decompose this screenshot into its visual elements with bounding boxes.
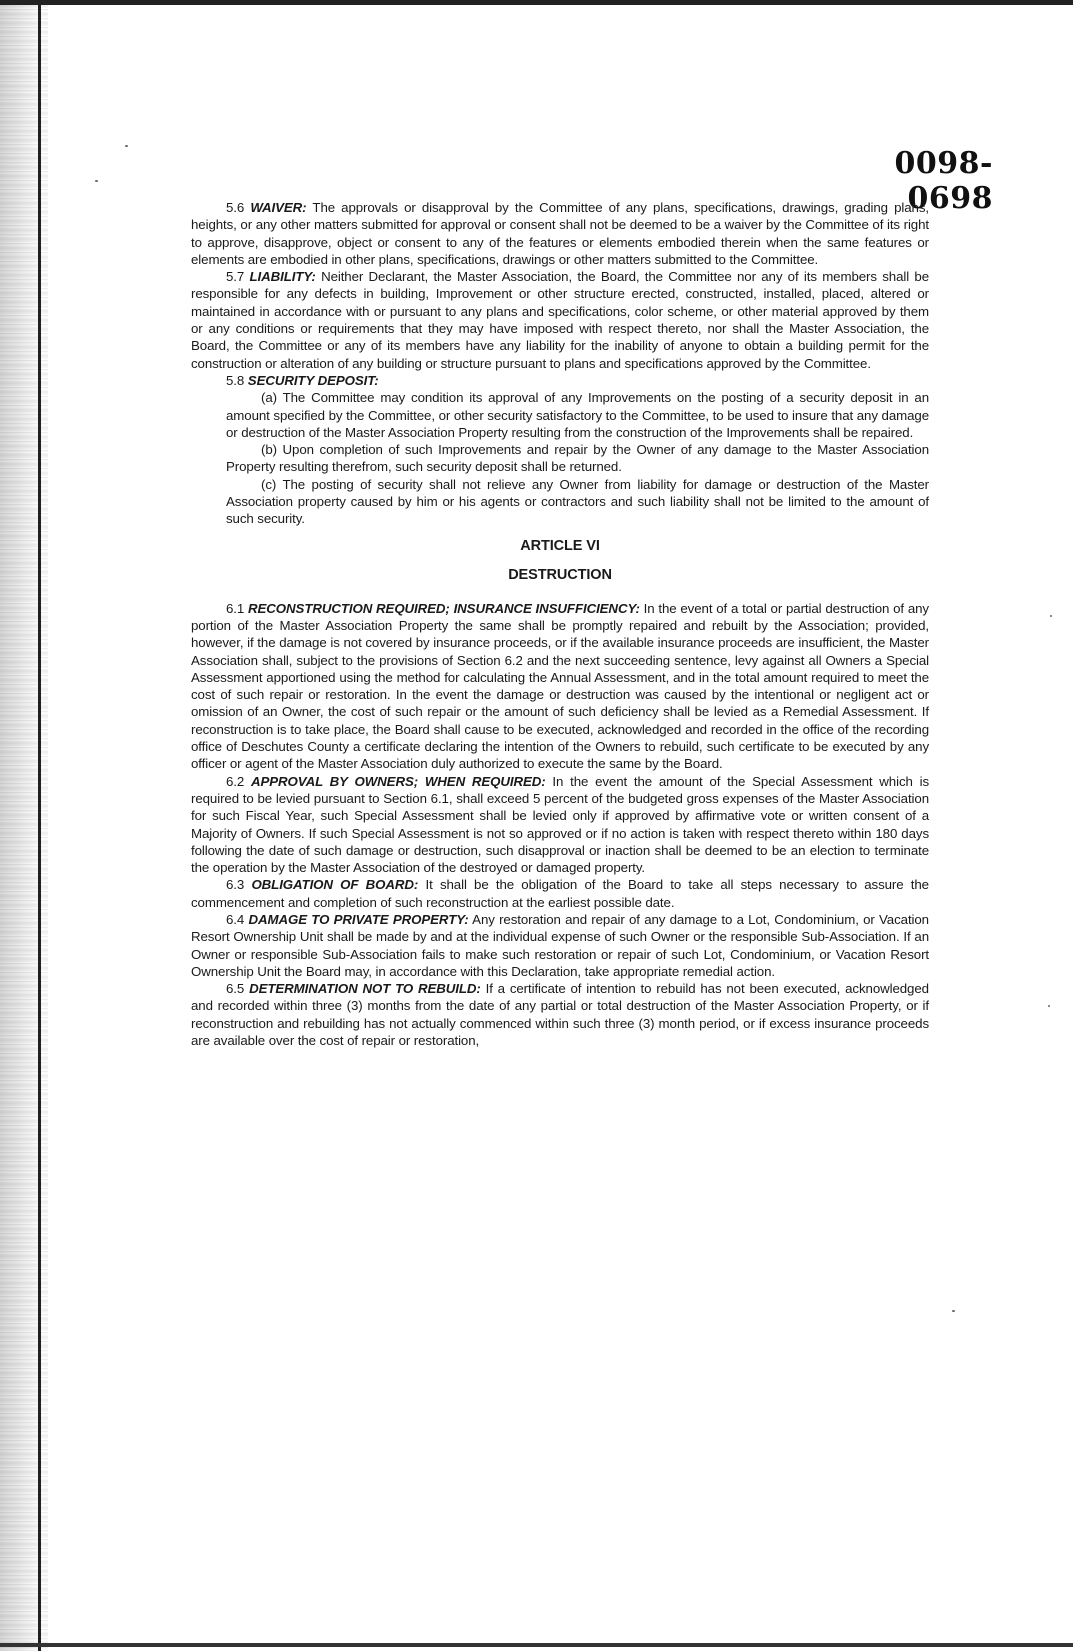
subsection-label: (b) (261, 442, 277, 458)
subsection-c (191, 476, 929, 528)
section-heading: OBLIGATION OF BOARD: (251, 877, 419, 893)
section-6-4 (191, 911, 929, 980)
section-number: 6.4 (226, 911, 245, 927)
scan-speck (95, 180, 98, 182)
section-text: If a certificate of intention to rebuild has not been executed, acknowledged and recorded within three (3) months from the date of any partial or total destruction of the Master Association Property, or if reconstruction and rebuilding has not actually commenced within such three (3) month period, or if excess insurance proceeds are available over the cost of repair or restoration, (191, 981, 929, 1049)
section-number: 5.7 (226, 269, 245, 285)
section-heading: DETERMINATION NOT TO REBUILD: (249, 981, 481, 997)
section-heading: RECONSTRUCTION REQUIRED; INSURANCE INSUFFICIENCY: (248, 600, 640, 616)
scan-speck (1050, 615, 1052, 617)
section-text: The approvals or disapproval by the Committee of any plans, specifications, drawings, grading plans, heights, or any other matters submitted for approval or consent shall not be deemed to be a waiver by the Committee of its right to approve, disapprove, object or consent to any of the features or elements embodied therein when the same features or elements are embodied in other plans, specifications, drawings or other matters submitted to the Committee. (191, 200, 929, 267)
section-5-8 (191, 372, 929, 389)
section-text: In the event the amount of the Special Assessment which is required to be levied pursuant to Section 6.1, shall exceed 5 percent of the budgeted gross expenses of the Master Association for such Fiscal Year, such Special Assessment shall be levied only if approved by affirmative vote or written consent of a Majority of Owners. If such Special Assessment is not so approved or if no action is taken with respect thereto within 180 days following the date of such damage or destruction, such disapproval or inaction shall be deemed to be an election to terminate the operation by the Master Association of the destroyed or damaged property. (191, 773, 929, 876)
subsection-text: The Committee may condition its approval of any Improvements on the posting of a security deposit in an amount specified by the Committee, or other security satisfactory to the Committee, to be used to insure that any damage or destruction of the Master Association Property resulting from the construction of the Improvements shall be repaired. (226, 390, 929, 440)
section-6-5 (191, 980, 929, 1049)
subsection-b (191, 441, 929, 476)
section-5-7 (191, 268, 929, 372)
section-5-6 (191, 199, 929, 268)
scan-speck (125, 145, 128, 147)
subsection-a (191, 389, 929, 441)
section-6-2 (191, 773, 929, 877)
section-heading: SECURITY DEPOSIT: (247, 372, 379, 388)
subsection-label: (a) (261, 390, 277, 406)
subsection-label: (c) (261, 476, 277, 492)
top-edge-rule (0, 0, 1073, 5)
section-number: 6.3 (226, 877, 245, 893)
document-number: 0098-0698 (894, 146, 993, 216)
bottom-edge-rule (0, 1643, 1073, 1647)
section-heading: DAMAGE TO PRIVATE PROPERTY: (248, 911, 469, 927)
section-text: Neither Declarant, the Master Association, the Board, the Committee nor any of its members shall be responsible for any defects in building, Improvement or other structure erected, constructed, installed, placed, altered or maintained in accordance with or pursuant to any plans and specifications, color scheme, or other material approved by them or any conditions or requirements that they may have imposed with respect thereto, nor shall the Master Association, the Board, the Committee or any of its members have any liability for the inability of anyone to obtain a building permit for the construction or alteration of any building or structure pursuant to plans and specifications approved by the Committee. (191, 269, 929, 371)
left-margin-rule (38, 0, 41, 1651)
section-number: 6.5 (226, 981, 245, 997)
section-text: Any restoration and repair of any damage to a Lot, Condominium, or Vacation Resort Ownership Unit shall be made by and at the individual expense of such Owner or the responsible Sub-Association. If an Owner or responsible Sub-Association fails to make such restoration or repair of such Lot, Condominium, or Vacation Resort Ownership Unit the Board may, in accordance with this Declaration, take appropriate remedial action. (191, 911, 929, 979)
scan-speck (952, 1310, 955, 1312)
section-number: 5.6 (226, 200, 245, 215)
article-number: ARTICLE VI (520, 537, 600, 554)
subsection-text: The posting of security shall not relieve any Owner from liability for damage or destruction of the Master Association property caused by him or his agents or contractors and such liability shall not be limited to the amount of such security. (226, 476, 929, 527)
scan-speck (1048, 1005, 1050, 1007)
section-heading: APPROVAL BY OWNERS; WHEN REQUIRED: (251, 773, 546, 789)
section-heading: LIABILITY: (249, 269, 316, 285)
subsection-text: Upon completion of such Improvements and repair by the Owner of any damage to the Master Association Property resulting therefrom, such security deposit shall be returned. (226, 442, 929, 475)
section-number: 5.8 (226, 372, 245, 388)
section-number: 6.2 (226, 773, 245, 789)
article-title: DESTRUCTION (508, 566, 612, 583)
section-6-3 (191, 876, 929, 911)
document-body (191, 199, 929, 1049)
section-heading: WAIVER: (250, 200, 307, 215)
section-text: It shall be the obligation of the Board to take all steps necessary to assure the commencement and completion of such reconstruction at the earliest possible date. (191, 877, 929, 910)
spacer (191, 590, 929, 600)
section-6-1 (191, 600, 929, 773)
section-number: 6.1 (226, 600, 245, 616)
section-text: In the event of a total or partial destruction of any portion of the Master Association Property the same shall be promptly repaired and rebuilt by the Association; provided, however, if the damage is not covered by insurance proceeds, or if the available insurance proceeds are insufficient, the Master Association shall, subject to the provisions of Section 6.2 and the next succeeding sentence, levy against all Owners a Special Assessment apportioned using the method for calculating the Annual Assessment, and in the total amount required to meet the cost of such repair or restoration. In the event the damage or destruction was caused by the intentional or negligent act or omission of an Owner, the cost of such repair or the amount of such deficiency shall be levied as a Remedial Assessment. If reconstruction is to take place, the Board shall cause to be executed, acknowledged and recorded in the office of the recording office of Deschutes County a certificate declaring the intention of the Owners to rebuild, such certificate to be executed by any officer or agent of the Master Association duly authorized to execute the same by the Board. (191, 600, 929, 772)
